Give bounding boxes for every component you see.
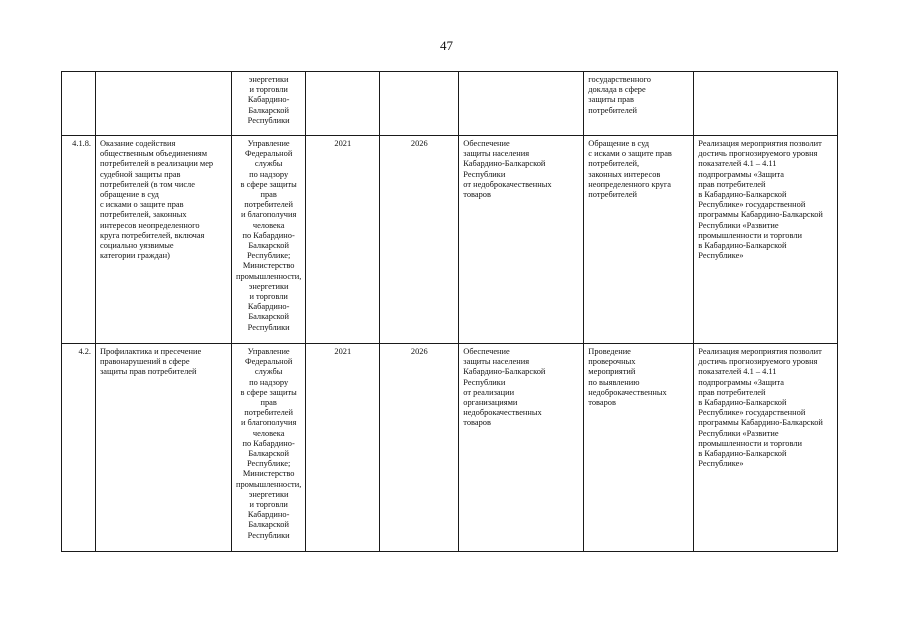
note xyxy=(694,72,838,136)
start-year xyxy=(306,72,380,136)
page-number: 47 xyxy=(440,38,453,53)
measure-name: Оказание содействия общественным объединениям потребителей в реализации мер судебной защиты прав потребителей (в том числе обращение в суд с исками о защите прав потребителей, законных интересов неопределенного круга потребителей, включая социально уязвимые категории граждан) xyxy=(96,136,232,344)
end-year: 2026 xyxy=(380,344,459,552)
responsible-executor: Управление Федеральной службы по надзору в сфере защиты прав потребителей и благополучия человека по Кабардино- Балкарской Республике; Министерство промышленности, энергетики и торговли Кабардино- Балкарской Республики xyxy=(232,136,306,344)
row-number: 4.1.8. xyxy=(62,136,96,344)
table-row xyxy=(62,72,838,136)
indicator-connection: Проведение проверочных мероприятий по выявлению недоброкачественных товаров xyxy=(584,344,694,552)
end-year xyxy=(380,72,459,136)
indicator-connection: государственного доклада в сфере защиты прав потребителей xyxy=(584,72,694,136)
table-row xyxy=(62,136,838,344)
start-year: 2021 xyxy=(306,344,380,552)
end-year: 2026 xyxy=(380,136,459,344)
note: Реализация мероприятия позволит достичь прогнозируемого уровня показателей 4.1 – 4.11 подпрограммы «Защита прав потребителей в Кабардино-Балкарской Республике» государственной программы Кабардино-Балкарской Республики «Развитие промышленности и торговли в Кабардино-Балкарской Республике» xyxy=(694,344,838,552)
row-number: 4.2. xyxy=(62,344,96,552)
indicator-connection: Обращение в суд с исками о защите прав потребителей, законных интересов неопределенного круга потребителей xyxy=(584,136,694,344)
measure-name: Профилактика и пресечение правонарушений в сфере защиты прав потребителей xyxy=(96,344,232,552)
note: Реализация мероприятия позволит достичь прогнозируемого уровня показателей 4.1 – 4.11 подпрограммы «Защита прав потребителей в Кабардино-Балкарской Республике» государственной программы Кабардино-Балкарской Республики «Развитие промышленности и торговли в Кабардино-Балкарской Республике» xyxy=(694,136,838,344)
measure-name xyxy=(96,72,232,136)
expected-result: Обеспечение защиты населения Кабардино-Балкарской Республики от недоброкачественных товаров xyxy=(459,136,584,344)
start-year: 2021 xyxy=(306,136,380,344)
responsible-executor: Управление Федеральной службы по надзору в сфере защиты прав потребителей и благополучия человека по Кабардино- Балкарской Республике; Министерство промышленности, энергетики и торговли Кабардино- Балкарской Республики xyxy=(232,344,306,552)
responsible-executor: энергетики и торговли Кабардино- Балкарской Республики xyxy=(232,72,306,136)
table-row xyxy=(62,344,838,552)
measures-table xyxy=(61,71,838,552)
row-number xyxy=(62,72,96,136)
expected-result: Обеспечение защиты населения Кабардино-Балкарской Республики от реализации организациями недоброкачественных товаров xyxy=(459,344,584,552)
expected-result xyxy=(459,72,584,136)
